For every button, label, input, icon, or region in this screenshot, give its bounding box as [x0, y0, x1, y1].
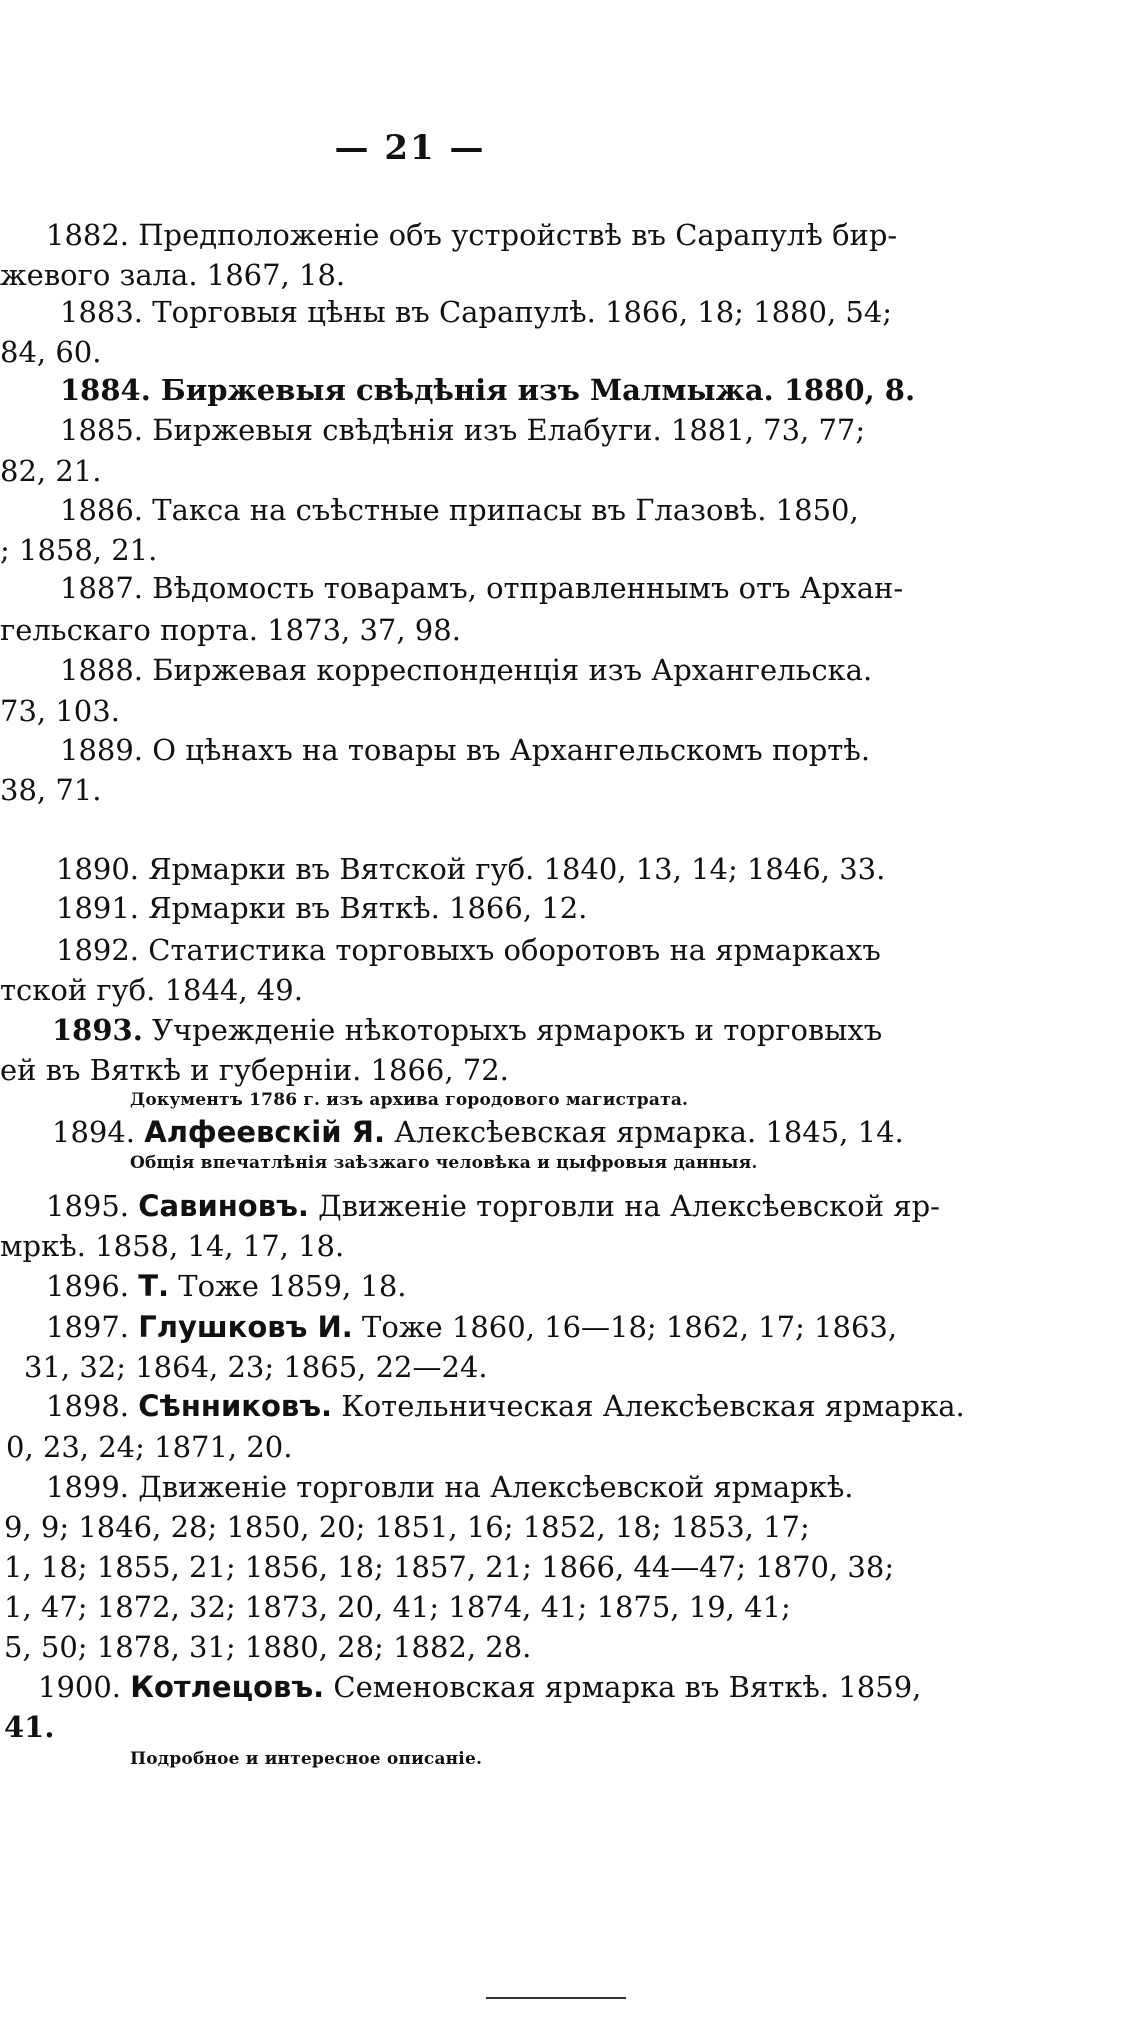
entry-number: 1900. [38, 1670, 122, 1704]
entry-title: Торговыя цѣны въ Сарапулѣ. 1866, 18; 1880, 54; [152, 295, 893, 329]
entry-line [46, 1310, 898, 1344]
entry-title: Алексѣевская ярмарка. 1845, 14. [394, 1115, 904, 1149]
entry-continuation: 84, 60. [0, 335, 102, 369]
entry-continuation: 1, 18; 1855, 21; 1856, 18; 1857, 21; 1866, 44—47; 1870, 38; [4, 1550, 895, 1584]
entry-line [60, 413, 866, 447]
entry-number: 1894. [52, 1115, 136, 1149]
entry-note: Общія впечатлѣнія заѣзжаго человѣка и цыфровыя данныя. [130, 1153, 758, 1173]
entry-number: 1895. [46, 1189, 130, 1223]
entry-number: 1887. [60, 571, 144, 605]
entry-line [56, 933, 881, 967]
entry-line [60, 373, 916, 407]
entry-line [60, 733, 871, 767]
entry-number: 1883. [60, 295, 144, 329]
entry-line [38, 1670, 922, 1704]
entry-continuation: 0, 23, 24; 1871, 20. [6, 1430, 293, 1464]
entry-line [56, 852, 886, 886]
entry-continuation: жевого зала. 1867, 18. [0, 258, 346, 292]
entry-continuation: тской губ. 1844, 49. [0, 973, 303, 1007]
entry-continuation: 31, 32; 1864, 23; 1865, 22—24. [24, 1350, 488, 1384]
entry-title: Вѣдомость товарамъ, отправленнымъ отъ Архан- [152, 571, 904, 605]
entry-number: 1889. [60, 733, 144, 767]
entry-number: 1891. [56, 891, 140, 925]
entry-note: Подробное и интересное описаніе. [130, 1749, 483, 1769]
entry-title: Движеніе торговли на Алексѣевской яр- [318, 1189, 940, 1223]
entry-line [46, 1269, 407, 1303]
bottom-rule [486, 1997, 626, 1999]
entry-number: 1896. [46, 1269, 130, 1303]
entry-continuation: 73, 103. [0, 694, 120, 728]
entry-title: Биржевая корреспонденція изъ Архангельска. [152, 653, 873, 687]
entry-title: Статистика торговыхъ оборотовъ на ярмаркахъ [148, 933, 881, 967]
entry-continuation: мркѣ. 1858, 14, 17, 18. [0, 1229, 345, 1263]
entry-number: 1884. [60, 373, 151, 407]
entry-line [60, 571, 904, 605]
entry-continuation: ей въ Вяткѣ и губерніи. 1866, 72. [0, 1053, 509, 1087]
entry-title: Котельническая Алексѣевская ярмарка. [341, 1389, 965, 1423]
entry-author: Савиновъ. [138, 1189, 309, 1223]
entry-title: Семеновская ярмарка въ Вяткѣ. 1859, [333, 1670, 922, 1704]
entry-continuation: 41. [4, 1710, 55, 1744]
entry-number: 1886. [60, 493, 144, 527]
entry-continuation: ; 1858, 21. [0, 533, 158, 567]
entry-line [52, 1115, 904, 1149]
entry-number: 1885. [60, 413, 144, 447]
entry-number: 1898. [46, 1389, 130, 1423]
entry-line [60, 653, 873, 687]
entry-number: 1899. [46, 1470, 130, 1504]
entry-continuation: 1, 47; 1872, 32; 1873, 20, 41; 1874, 41; 1875, 19, 41; [4, 1590, 791, 1624]
entry-number: 1888. [60, 653, 144, 687]
entry-number: 1897. [46, 1310, 130, 1344]
entry-number: 1893. [52, 1013, 143, 1047]
entry-title: Учрежденіе нѣкоторыхъ ярмарокъ и торговыхъ [152, 1013, 883, 1047]
entry-number: 1890. [56, 852, 140, 886]
entry-title: Биржевыя свѣдѣнія изъ Елабуги. 1881, 73, 77; [152, 413, 866, 447]
entry-line [56, 891, 588, 925]
entry-note: Документъ 1786 г. изъ архива городового магистрата. [130, 1090, 689, 1110]
entry-author: Т. [138, 1269, 170, 1303]
entry-continuation: 82, 21. [0, 454, 102, 488]
entry-line [60, 493, 859, 527]
entry-title: Такса на съѣстные припасы въ Глазовѣ. 1850, [152, 493, 859, 527]
entry-title: Движеніе торговли на Алексѣевской ярмаркѣ. [138, 1470, 854, 1504]
entry-title: О цѣнахъ на товары въ Архангельскомъ портѣ. [152, 733, 871, 767]
entry-title: Тоже 1860, 16—18; 1862, 17; 1863, [362, 1310, 898, 1344]
entry-title: Ярмарки въ Вяткѣ. 1866, 12. [148, 891, 588, 925]
entry-line [46, 1189, 940, 1223]
entry-line [52, 1013, 883, 1047]
entry-author: Глушковъ И. [138, 1310, 353, 1344]
entry-author: Сѣнниковъ. [138, 1389, 333, 1423]
entry-title: Ярмарки въ Вятской губ. 1840, 13, 14; 1846, 33. [148, 852, 886, 886]
entry-title: Тоже 1859, 18. [178, 1269, 407, 1303]
entry-continuation: 5, 50; 1878, 31; 1880, 28; 1882, 28. [4, 1630, 532, 1664]
entry-continuation: гельскаго порта. 1873, 37, 98. [0, 613, 461, 647]
entry-line [46, 1389, 965, 1423]
entry-line [46, 218, 898, 252]
entry-author: Котлецовъ. [130, 1670, 325, 1704]
entry-number: 1892. [56, 933, 140, 967]
entry-title: Биржевыя свѣдѣнія изъ Малмыжа. 1880, 8. [160, 373, 916, 407]
entry-title: Предположеніе объ устройствѣ въ Сарапулѣ бир- [138, 218, 898, 252]
entry-number: 1882. [46, 218, 130, 252]
entry-line [60, 295, 893, 329]
entry-continuation: 9, 9; 1846, 28; 1850, 20; 1851, 16; 1852, 18; 1853, 17; [4, 1510, 810, 1544]
entry-author: Алфеевскій Я. [144, 1115, 385, 1149]
page-number: — 21 — [334, 128, 486, 168]
entry-continuation: 38, 71. [0, 773, 102, 807]
entry-line [46, 1470, 854, 1504]
